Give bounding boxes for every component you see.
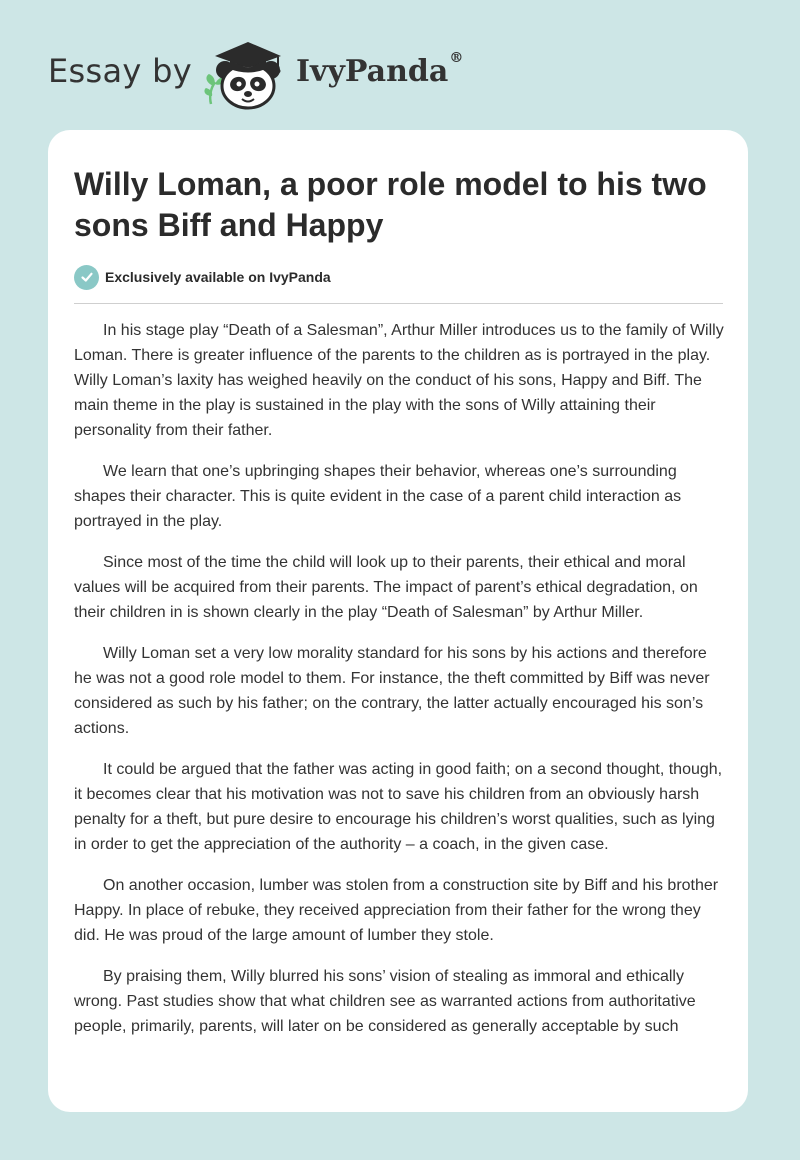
brand-name-text: IvyPanda [296, 54, 449, 89]
essay-card [48, 130, 748, 1112]
paragraph: We learn that one’s upbringing shapes their behavior, whereas one’s surrounding shapes their character. This is quite evident in the case of a parent child interaction as portrayed in the play. [74, 463, 682, 530]
exclusive-badge-text: Exclusively available on IvyPanda [105, 269, 331, 285]
check-icon [74, 265, 99, 290]
essay-title: Willy Loman, a poor role model to his two sons Biff and Happy [74, 166, 707, 243]
paragraph: Willy Loman set a very low morality standard for his sons by his actions and therefore he was not a good role model to them. For instance, the theft committed by Biff was never considered as such by his father; on the contrary, the latter actually encouraged his son’s actions. [74, 645, 710, 737]
paragraph: By praising them, Willy blurred his sons’ vision of stealing as immoral and ethically wrong. Past studies show that what children see as warranted actions from authoritative people, primarily, parents, will later on be considered as generally acceptable by such [74, 968, 696, 1035]
essay-by-label: Essay by [48, 52, 192, 90]
paragraph: It could be argued that the father was acting in good faith; on a second thought, though, it becomes clear that his motivation was not to save his children from an obviously harsh penalty for a theft, but pure desire to encourage his children’s worst qualities, such as lying in order to get the appreciation of the authority – a coach, in the given case. [74, 761, 723, 853]
brand-name[interactable] [296, 50, 464, 89]
paragraph: In his stage play “Death of a Salesman”, Arthur Miller introduces us to the family of Willy Loman. There is greater influence of the parents to the children as is portrayed in the play. Willy Loman’s laxity has weighed heavily on the conduct of his sons, Happy and Biff. The main theme in the play is sustained in the play with the sons of Willy attaining their personality from their father. [74, 322, 724, 439]
panda-graduate-icon[interactable] [203, 36, 293, 110]
divider [74, 303, 723, 304]
registered-mark: ® [449, 50, 464, 66]
essay-body [74, 318, 724, 1055]
exclusive-badge [74, 264, 331, 290]
paragraph: On another occasion, lumber was stolen from a construction site by Biff and his brother Happy. In place of rebuke, they received appreciation from their father for the wrong they did. He was proud of the large amount of lumber they stole. [74, 877, 719, 944]
paragraph: Since most of the time the child will look up to their parents, their ethical and moral values will be acquired from their parents. The impact of parent’s ethical degradation, on their children in is shown clearly in the play “Death of Salesman” by Arthur Miller. [74, 554, 698, 621]
site-header [0, 0, 800, 130]
